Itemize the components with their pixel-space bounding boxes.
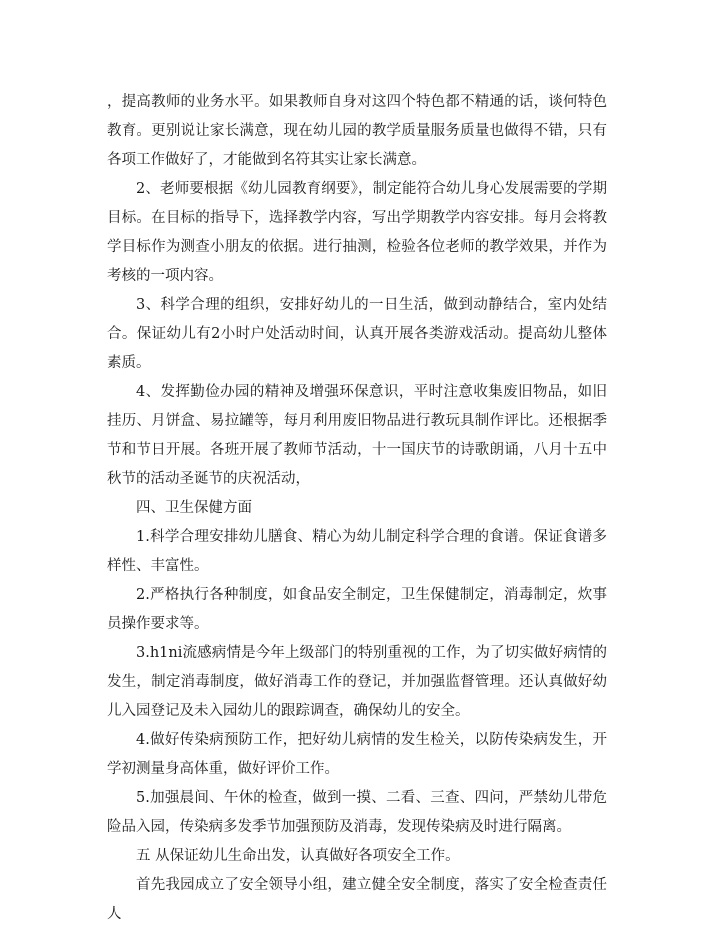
section-heading-health-care: 四、卫生保健方面 [136, 500, 252, 516]
paragraph-health-1-diet: 1.科学合理安排幼儿膳食、精心为幼儿制定科学合理的食谱。保证食谱多样性、丰富性。 [107, 529, 607, 574]
paragraph-health-2-rules: 2.严格执行各种制度，如食品安全制定，卫生保健制定，消毒制定，炊事员操作要求等。 [107, 587, 607, 632]
document-body [107, 88, 607, 929]
paragraph-continuation: ，提高教师的业务水平。如果教师自身对这四个特色都不精通的话，谈何特色教育。更别说让家长满意，现在幼儿园的教学质量服务质量也做得不错，只有各项工作做好了，才能做到名符其实让家长满意。 [107, 94, 607, 168]
section-heading-safety: 五 从保证幼儿生命出发，认真做好各项安全工作。 [136, 848, 460, 864]
paragraph-health-3-flu: 3.h1ni流感病情是今年上级部门的特别重视的工作，为了切实做好病情的发生，制定消毒制度，做好消毒工作的登记，并加强监督管理。还认真做好幼儿入园登记及未入园幼儿的跟踪调查，确保幼儿的安全。 [107, 645, 607, 719]
paragraph-item-3-daily-schedule: 3、科学合理的组织，安排好幼儿的一日生活，做到动静结合，室内处结合。保证幼儿有2小时户处活动时间，认真开展各类游戏活动。提高幼儿整体素质。 [107, 297, 607, 371]
paragraph-safety-intro: 首先我园成立了安全领导小组，建立健全安全制度，落实了安全检查责任人 [107, 877, 607, 922]
paragraph-health-4-disease-prevention: 4.做好传染病预防工作，把好幼儿病情的发生检关，以防传染病发生，开学初测量身高体重，做好评价工作。 [107, 732, 607, 777]
paragraph-health-5-inspection: 5.加强晨间、午休的检查，做到一摸、二看、三查、四问，严禁幼儿带危险品入园，传染病多发季节加强预防及消毒，发现传染病及时进行隔离。 [107, 790, 607, 835]
paragraph-item-4-thrift-environment: 4、发挥勤俭办园的精神及增强环保意识，平时注意收集废旧物品，如旧挂历、月饼盒、易拉罐等，每月利用废旧物品进行教玩具制作评比。还根据季节和节日开展。各班开展了教师节活动，十一国庆节的诗歌朗诵，八月十五中秋节的活动圣诞节的庆祝活动， [107, 384, 607, 487]
paragraph-item-2-teaching-goals: 2、老师要根据《幼儿园教育纲要》，制定能符合幼儿身心发展需要的学期目标。在目标的指导下，选择教学内容，写出学期教学内容安排。每月会将教学目标作为测查小朋友的依据。进行抽测，检验各位老师的教学效果，并作为考核的一项内容。 [107, 181, 607, 284]
